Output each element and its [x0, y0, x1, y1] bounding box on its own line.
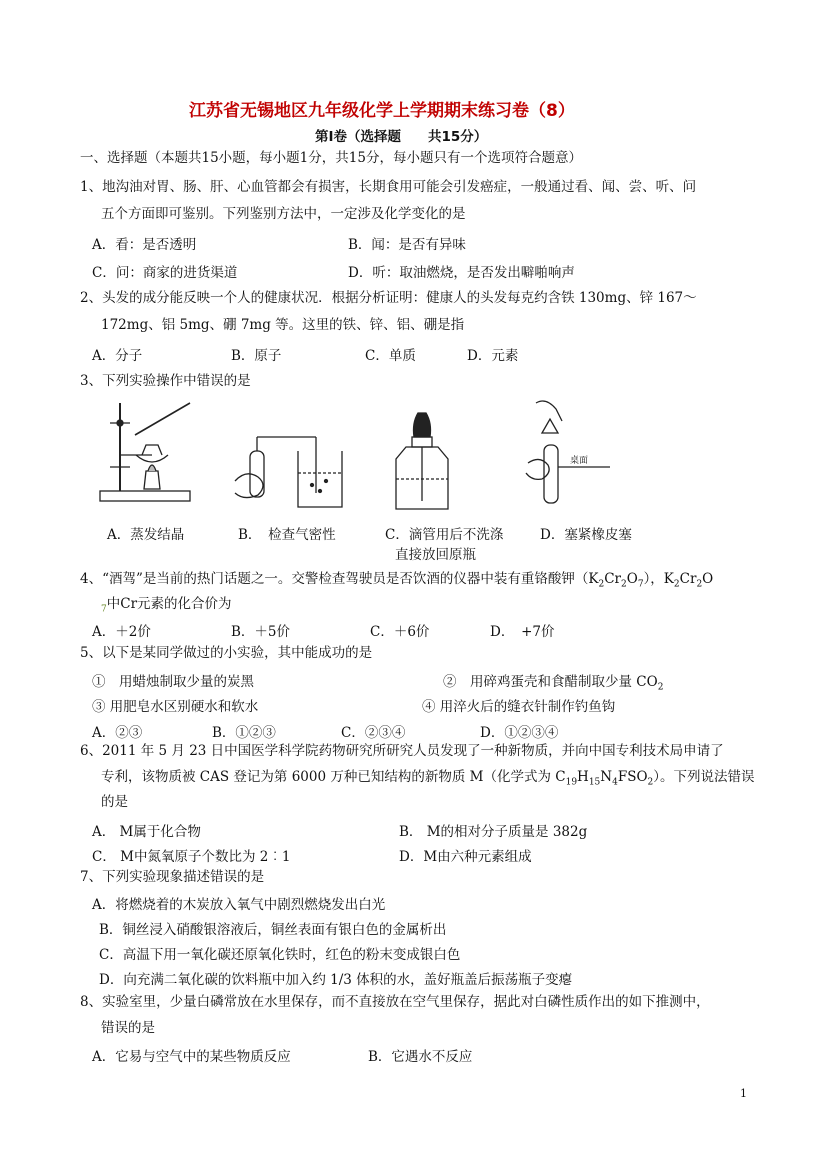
q6-text: 专利，该物质被 CAS 登记为第 6000 万种已知结构的新物质 M（化学式为 C	[101, 769, 566, 785]
q4-option-c: C．＋6价	[370, 624, 430, 640]
q4-text: Cr	[679, 571, 697, 587]
q5-item-1: ① 用蜡烛制取少量的炭黑	[92, 674, 254, 690]
q2-option-d: D．元素	[467, 348, 519, 364]
q3-option-b: B． 检查气密性	[238, 527, 336, 543]
q8-option-b: B．它遇水不反应	[368, 1049, 473, 1065]
evaporation-apparatus	[100, 403, 190, 501]
q1-option-d: D．听：取油燃烧，是否发出噼啪响声	[348, 265, 575, 281]
q5-option-c: C．②③④	[341, 725, 406, 741]
q5-option-a: A．②③	[92, 725, 143, 741]
q7-option-c: C．高温下用一氧化碳还原氧化铁时，红色的粉末变成银白色	[99, 947, 461, 963]
lab-apparatus-illustration	[80, 393, 620, 518]
subscript: 19	[565, 777, 578, 788]
q4-text: O	[626, 571, 638, 587]
q3-option-a: A．蒸发结晶	[107, 527, 185, 543]
subscript: 7	[637, 579, 644, 590]
q4-text: 4、“酒驾”是当前的热门话题之一。交警检查驾驶员是否饮酒的仪器中装有重铬酸钾（K	[80, 571, 599, 587]
q4-text: ），K	[643, 571, 674, 587]
q3-option-d: D．塞紧橡皮塞	[540, 527, 632, 543]
q3-stem: 3、下列实验操作中错误的是	[80, 373, 251, 389]
q8-stem-line2: 错误的是	[101, 1020, 155, 1036]
q7-stem: 7、下列实验现象描述错误的是	[80, 869, 265, 885]
page-title: 江苏省无锡地区九年级化学上学期期末练习卷（8）	[189, 101, 575, 121]
section-subtitle: 第Ⅰ卷（选择题 共15分）	[315, 129, 488, 145]
q4-option-d: D． +7价	[490, 624, 555, 640]
subscript: 2	[673, 579, 680, 590]
subscript: 7	[101, 604, 107, 615]
q5-stem: 5、以下是某同学做过的小实验，其中能成功的是	[80, 645, 373, 661]
q1-stem-line2: 五个方面即可鉴别。下列鉴别方法中，一定涉及化学变化的是	[101, 206, 466, 222]
q8-stem-line1: 8、实验室里，少量白磷常放在水里保存，而不直接放在空气里保存，据此对白磷性质作出的如下推测中，	[80, 994, 710, 1010]
q2-option-a: A．分子	[92, 348, 143, 364]
q3-option-c-line1: C．滴管用后不洗涤	[385, 527, 504, 543]
q5-option-d: D．①②③④	[480, 725, 559, 741]
q6-option-b: B． M的相对分子质量是 382g	[399, 824, 588, 840]
q4-text: O	[702, 571, 714, 587]
subscript: 2	[647, 777, 654, 788]
subscript: 2	[657, 682, 664, 693]
q7-option-b: B．铜丝浸入硝酸银溶液后，铜丝表面有银白色的金属析出	[99, 922, 447, 938]
q1-option-a: A．看：是否透明	[92, 237, 197, 253]
section-heading: 一、选择题（本题共15小题，每小题1分，共15分，每小题只有一个选项符合题意）	[80, 150, 582, 166]
stopper-apparatus	[526, 401, 610, 503]
q4-option-a: A．＋2价	[92, 624, 151, 640]
q6-option-a: A． M属于化合物	[92, 824, 201, 840]
q4-option-b: B．＋5价	[231, 624, 291, 640]
q6-stem-line3: 的是	[101, 794, 128, 810]
subscript: 2	[696, 579, 703, 590]
q2-stem-line1: 2、头发的成分能反映一个人的健康状况．根据分析证明：健康人的头发每克约含铁 130mg、锌 167～	[80, 290, 697, 306]
dropper-bottle-apparatus	[396, 413, 448, 509]
q1-option-c: C．问：商家的进货渠道	[92, 265, 238, 281]
q1-stem-line1: 1、地沟油对胃、肠、肝、心血管都会有损害，长期食用可能会引发癌症，一般通过看、闻、尝、听、问	[80, 179, 697, 195]
q6-option-c: C． M中氮氧原子个数比为 2︰1	[92, 849, 291, 865]
q7-option-d: D．向充满二氧化碳的饮料瓶中加入约 1/3 体积的水，盖好瓶盖后振荡瓶子变瘪	[99, 972, 573, 988]
q6-stem-line1: 6、2011 年 5 月 23 日中国医学科学院药物研究所研究人员发现了一种新物质，并向中国专利技术局申请了	[80, 743, 724, 759]
airtightness-apparatus	[235, 437, 342, 507]
q6-text: H	[577, 769, 589, 785]
q5-item-2	[443, 670, 663, 693]
q3-figure	[80, 393, 620, 518]
q2-option-b: B．原子	[231, 348, 282, 364]
q2-option-c: C．单质	[365, 348, 416, 364]
q4-text: Cr	[604, 571, 622, 587]
q6-text: N	[600, 769, 613, 785]
q5-item-4: ④ 用淬火后的缝衣针制作钓鱼钩	[422, 699, 616, 715]
q7-option-a: A．将燃烧着的木炭放入氧气中剧烈燃烧发出白光	[92, 897, 386, 913]
subscript: 15	[588, 777, 601, 788]
subscript: 2	[598, 579, 605, 590]
q2-stem-line2: 172mg、铝 5mg、硼 7mg 等。这里的铁、锌、铝、硼是指	[101, 317, 465, 333]
q6-text: FSO	[617, 769, 648, 785]
subscript: 4	[612, 777, 618, 788]
q3-option-c-line2: 直接放回原瓶	[395, 547, 476, 563]
q6-option-d: D．M由六种元素组成	[399, 849, 532, 865]
q8-option-a: A．它易与空气中的某些物质反应	[92, 1049, 291, 1065]
q4-text: 中Cr元素的化合价为	[106, 596, 232, 612]
page-number: 1	[740, 1087, 747, 1100]
desk-label: 桌面	[570, 456, 589, 466]
q4-stem-line2	[101, 594, 232, 620]
q4-stem-line1	[80, 569, 713, 595]
q1-option-b: B．闻：是否有异味	[348, 237, 466, 253]
q5-item-2-text: ② 用碎鸡蛋壳和食醋制取少量 CO	[443, 674, 658, 690]
q6-stem-line2	[101, 767, 755, 793]
q5-item-3: ③ 用肥皂水区别硬水和软水	[92, 699, 259, 715]
q5-option-b: B．①②③	[212, 725, 276, 741]
subscript: 2	[621, 579, 627, 590]
q6-text: ）。下列说法错误	[653, 769, 755, 785]
